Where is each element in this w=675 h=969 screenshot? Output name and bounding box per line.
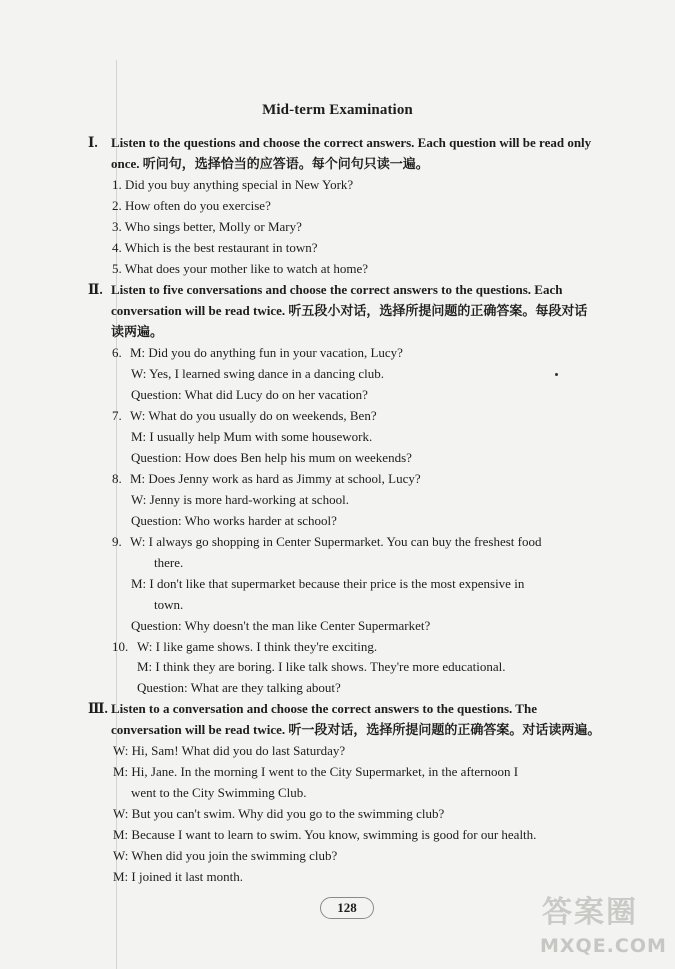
page-title: Mid-term Examination (262, 102, 413, 118)
conversation-6-number: 6. (112, 345, 122, 360)
conversation-10-question: Question: What are they talking about? (137, 680, 341, 695)
conversation-8-question: Question: Who works harder at school? (131, 513, 337, 528)
conversation-9-line-2-cont: town. (154, 597, 184, 612)
question-5: 5. What does your mother like to watch at home? (112, 261, 369, 276)
conversation-8-number: 8. (112, 471, 122, 486)
speck-mark (555, 373, 558, 376)
question-4: 4. Which is the best restaurant in town? (112, 240, 318, 255)
section-2-instruction-line-3: 读两遍。 (111, 324, 164, 339)
section-3-instruction-line-1: Listen to a conversation and choose the correct answers to the questions. The (111, 701, 537, 716)
conversation-9-line-2: M: I don't like that supermarket because their price is the most expensive in (131, 576, 525, 591)
question-3: 3. Who sings better, Molly or Mary? (112, 219, 302, 234)
conversation-10-number: 10. (112, 639, 129, 654)
dialogue-line-2: M: Hi, Jane. In the morning I went to the City Supermarket, in the afternoon I (113, 764, 519, 779)
conversation-6-line-1: 6. M: Did you do anything fun in your vacation, Lucy? (112, 345, 403, 360)
section-3-instruction-line-2: conversation will be read twice. 听一段对话，选择所提问题的正确答案。对话读两遍。 (111, 722, 601, 737)
dialogue-line-1: W: Hi, Sam! What did you do last Saturday? (113, 743, 346, 758)
dialogue-line-5: W: When did you join the swimming club? (113, 848, 338, 863)
watermark-url: MXQE.COM (540, 935, 667, 957)
dialogue-line-2-cont: went to the City Swimming Club. (131, 785, 307, 800)
section-1-instruction-line-1: Listen to the questions and choose the correct answers. Each question will be read only (111, 135, 592, 150)
section-1-instruction-line-2: once. 听问句，选择恰当的应答语。每个问句只读一遍。 (111, 156, 429, 171)
conversation-9-line-1-cont: there. (154, 555, 184, 570)
section-2-numeral: Ⅱ. (88, 282, 103, 297)
conversation-7-line-2: M: I usually help Mum with some housework. (131, 429, 373, 444)
question-1: 1. Did you buy anything special in New York? (112, 177, 354, 192)
dialogue-line-4: M: Because I want to learn to swim. You know, swimming is good for our health. (113, 827, 537, 842)
conversation-9-line-1: 9. W: I always go shopping in Center Supermarket. You can buy the freshest food (112, 534, 542, 549)
page-number: 128 (320, 897, 374, 919)
dialogue-line-3: W: But you can't swim. Why did you go to the swimming club? (113, 806, 445, 821)
conversation-7-number: 7. (112, 408, 122, 423)
conversation-9-question: Question: Why doesn't the man like Center Supermarket? (131, 618, 431, 633)
question-2: 2. How often do you exercise? (112, 198, 271, 213)
conversation-7-line-1: 7. W: What do you usually do on weekends, Ben? (112, 408, 377, 423)
conversation-6-question: Question: What did Lucy do on her vacation? (131, 387, 368, 402)
dialogue-line-6: M: I joined it last month. (113, 869, 243, 884)
conversation-8-line-2: W: Jenny is more hard-working at school. (131, 492, 349, 507)
conversation-9-number: 9. (112, 534, 122, 549)
section-2-instruction-line-2: conversation will be read twice. 听五段小对话，选择所提问题的正确答案。每段对话 (111, 303, 588, 318)
conversation-6-line-2: W: Yes, I learned swing dance in a dancing club. (131, 366, 384, 381)
conversation-10-line-2: M: I think they are boring. I like talk shows. They're more educational. (137, 659, 506, 674)
watermark-logo: 答案圈 (542, 895, 638, 930)
section-2-instruction-line-1: Listen to five conversations and choose the correct answers to the questions. Each (111, 282, 563, 297)
section-1-numeral: Ⅰ. (88, 135, 98, 150)
conversation-10-line-1: 10. W: I like game shows. I think they're exciting. (112, 639, 378, 654)
section-3-numeral: Ⅲ. (88, 701, 108, 716)
conversation-7-question: Question: How does Ben help his mum on weekends? (131, 450, 412, 465)
conversation-8-line-1: 8. M: Does Jenny work as hard as Jimmy at school, Lucy? (112, 471, 421, 486)
